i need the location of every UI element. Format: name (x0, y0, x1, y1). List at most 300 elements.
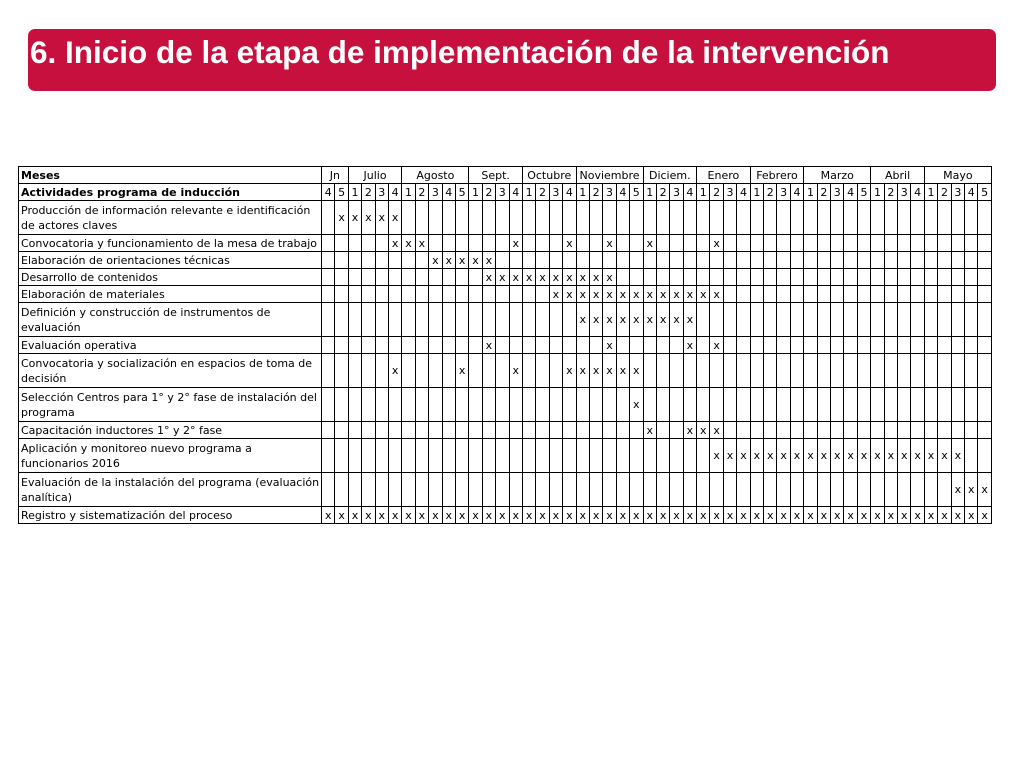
schedule-mark: x (455, 252, 468, 269)
schedule-cell (656, 473, 669, 507)
schedule-cell (469, 303, 482, 337)
schedule-cell (924, 269, 937, 286)
schedule-cell (455, 286, 468, 303)
schedule-cell (951, 269, 964, 286)
schedule-cell (455, 473, 468, 507)
schedule-cell (375, 473, 388, 507)
schedule-mark: x (616, 354, 629, 388)
schedule-cell (549, 235, 562, 252)
schedule-mark: x (857, 439, 870, 473)
schedule-cell (656, 422, 669, 439)
schedule-cell (965, 286, 978, 303)
schedule-cell (670, 354, 683, 388)
schedule-cell (804, 422, 817, 439)
schedule-cell (402, 252, 415, 269)
schedule-cell (965, 354, 978, 388)
schedule-cell (643, 252, 656, 269)
week-number: 3 (670, 184, 683, 201)
schedule-mark: x (348, 201, 361, 235)
schedule-cell (576, 337, 589, 354)
schedule-cell (737, 422, 750, 439)
schedule-cell (429, 269, 442, 286)
schedule-cell (938, 235, 951, 252)
schedule-cell (509, 303, 522, 337)
schedule-cell (576, 235, 589, 252)
schedule-mark: x (576, 507, 589, 524)
schedule-cell (723, 252, 736, 269)
schedule-cell (616, 439, 629, 473)
schedule-mark: x (965, 507, 978, 524)
schedule-cell (804, 337, 817, 354)
schedule-mark: x (482, 252, 495, 269)
schedule-cell (616, 337, 629, 354)
schedule-cell (884, 252, 897, 269)
schedule-cell (536, 286, 549, 303)
schedule-cell (415, 201, 428, 235)
months-header-label: Meses (19, 167, 322, 184)
schedule-cell (750, 473, 763, 507)
schedule-cell (616, 235, 629, 252)
schedule-cell (576, 422, 589, 439)
week-number: 1 (697, 184, 710, 201)
schedule-cell (804, 388, 817, 422)
schedule-cell (322, 252, 335, 269)
schedule-cell (857, 201, 870, 235)
schedule-cell (348, 252, 361, 269)
schedule-cell (710, 388, 723, 422)
week-number: 4 (737, 184, 750, 201)
schedule-mark: x (670, 507, 683, 524)
schedule-cell (536, 439, 549, 473)
week-number: 4 (911, 184, 924, 201)
month-header: Enero (697, 167, 751, 184)
schedule-cell (723, 201, 736, 235)
schedule-cell (857, 473, 870, 507)
schedule-mark: x (536, 269, 549, 286)
month-header: Octubre (522, 167, 576, 184)
schedule-cell (362, 439, 375, 473)
schedule-cell (415, 252, 428, 269)
week-number: 1 (576, 184, 589, 201)
schedule-cell (643, 439, 656, 473)
schedule-mark: x (630, 303, 643, 337)
schedule-cell (496, 286, 509, 303)
schedule-cell (670, 269, 683, 286)
schedule-cell (522, 388, 535, 422)
schedule-cell (737, 286, 750, 303)
schedule-cell (388, 286, 401, 303)
schedule-cell (844, 201, 857, 235)
schedule-mark: x (697, 507, 710, 524)
schedule-cell (884, 354, 897, 388)
schedule-cell (335, 286, 348, 303)
schedule-cell (670, 473, 683, 507)
schedule-cell (442, 235, 455, 252)
schedule-cell (871, 269, 884, 286)
schedule-mark: x (750, 439, 763, 473)
schedule-cell (656, 439, 669, 473)
schedule-cell (630, 422, 643, 439)
schedule-cell (549, 201, 562, 235)
schedule-mark: x (576, 286, 589, 303)
schedule-cell (764, 422, 777, 439)
schedule-cell (951, 337, 964, 354)
week-number: 2 (710, 184, 723, 201)
week-number: 5 (630, 184, 643, 201)
schedule-cell (536, 388, 549, 422)
schedule-cell (683, 388, 696, 422)
schedule-cell (978, 235, 991, 252)
schedule-cell (790, 422, 803, 439)
activity-name: Registro y sistematización del proceso (19, 507, 322, 524)
schedule-cell (844, 354, 857, 388)
schedule-cell (549, 354, 562, 388)
schedule-cell (589, 201, 602, 235)
schedule-cell (522, 286, 535, 303)
schedule-cell (362, 473, 375, 507)
schedule-cell (924, 201, 937, 235)
schedule-cell (898, 337, 911, 354)
schedule-cell (884, 473, 897, 507)
schedule-mark: x (589, 354, 602, 388)
schedule-mark: x (549, 507, 562, 524)
schedule-cell (388, 252, 401, 269)
schedule-cell (938, 286, 951, 303)
schedule-cell (482, 473, 495, 507)
schedule-cell (777, 388, 790, 422)
schedule-cell (911, 388, 924, 422)
schedule-cell (911, 337, 924, 354)
schedule-cell (978, 388, 991, 422)
schedule-cell (442, 269, 455, 286)
activity-row (19, 337, 992, 354)
schedule-cell (348, 354, 361, 388)
schedule-cell (804, 269, 817, 286)
schedule-cell (965, 201, 978, 235)
schedule-cell (817, 388, 830, 422)
schedule-cell (804, 235, 817, 252)
schedule-cell (375, 388, 388, 422)
schedule-cell (455, 422, 468, 439)
month-header: Sept. (469, 167, 523, 184)
activity-name: Capacitación inductores 1° y 2° fase (19, 422, 322, 439)
schedule-cell (737, 354, 750, 388)
activity-row (19, 473, 992, 507)
schedule-cell (697, 235, 710, 252)
schedule-cell (415, 269, 428, 286)
week-number: 4 (965, 184, 978, 201)
schedule-cell (965, 439, 978, 473)
schedule-cell (442, 337, 455, 354)
schedule-mark: x (710, 337, 723, 354)
schedule-cell (857, 337, 870, 354)
schedule-cell (750, 422, 763, 439)
schedule-cell (871, 422, 884, 439)
schedule-cell (951, 303, 964, 337)
schedule-cell (656, 252, 669, 269)
schedule-cell (978, 201, 991, 235)
schedule-cell (616, 252, 629, 269)
schedule-cell (817, 235, 830, 252)
schedule-cell (362, 388, 375, 422)
schedule-mark: x (509, 235, 522, 252)
schedule-mark: x (509, 269, 522, 286)
schedule-cell (750, 337, 763, 354)
schedule-cell (388, 388, 401, 422)
schedule-cell (898, 252, 911, 269)
schedule-cell (817, 269, 830, 286)
week-number: 3 (549, 184, 562, 201)
schedule-mark: x (335, 201, 348, 235)
schedule-cell (322, 269, 335, 286)
schedule-mark: x (616, 286, 629, 303)
schedule-cell (482, 235, 495, 252)
schedule-mark: x (683, 286, 696, 303)
schedule-cell (697, 201, 710, 235)
schedule-cell (388, 422, 401, 439)
schedule-cell (348, 473, 361, 507)
schedule-cell (777, 286, 790, 303)
schedule-mark: x (576, 303, 589, 337)
schedule-cell (817, 286, 830, 303)
schedule-cell (723, 354, 736, 388)
schedule-cell (496, 337, 509, 354)
schedule-cell (388, 337, 401, 354)
schedule-cell (402, 439, 415, 473)
schedule-cell (469, 201, 482, 235)
schedule-cell (831, 422, 844, 439)
schedule-cell (509, 422, 522, 439)
schedule-mark: x (710, 422, 723, 439)
schedule-cell (522, 439, 535, 473)
schedule-mark: x (375, 201, 388, 235)
schedule-cell (522, 422, 535, 439)
schedule-cell (790, 201, 803, 235)
schedule-cell (402, 354, 415, 388)
schedule-cell (911, 354, 924, 388)
schedule-cell (603, 422, 616, 439)
schedule-cell (589, 439, 602, 473)
schedule-cell (322, 303, 335, 337)
schedule-cell (697, 252, 710, 269)
schedule-cell (589, 235, 602, 252)
schedule-cell (898, 354, 911, 388)
schedule-cell (362, 303, 375, 337)
schedule-mark: x (723, 439, 736, 473)
schedule-cell (415, 286, 428, 303)
activity-name: Elaboración de materiales (19, 286, 322, 303)
schedule-mark: x (415, 235, 428, 252)
schedule-cell (415, 422, 428, 439)
schedule-cell (670, 235, 683, 252)
month-header: Julio (348, 167, 402, 184)
schedule-cell (630, 252, 643, 269)
schedule-mark: x (362, 201, 375, 235)
schedule-cell (804, 473, 817, 507)
schedule-cell (697, 354, 710, 388)
schedule-mark: x (549, 269, 562, 286)
schedule-cell (536, 422, 549, 439)
schedule-cell (790, 269, 803, 286)
schedule-cell (388, 439, 401, 473)
activity-row (19, 252, 992, 269)
schedule-mark: x (871, 507, 884, 524)
schedule-cell (322, 422, 335, 439)
slide-title-bar (28, 29, 996, 91)
schedule-mark: x (348, 507, 361, 524)
schedule-cell (857, 269, 870, 286)
schedule-cell (857, 286, 870, 303)
schedule-cell (348, 235, 361, 252)
schedule-cell (322, 201, 335, 235)
schedule-mark: x (750, 507, 763, 524)
schedule-cell (764, 252, 777, 269)
week-number: 3 (603, 184, 616, 201)
week-number: 4 (790, 184, 803, 201)
schedule-cell (750, 269, 763, 286)
schedule-mark: x (697, 286, 710, 303)
schedule-cell (871, 235, 884, 252)
schedule-cell (804, 201, 817, 235)
schedule-mark: x (509, 354, 522, 388)
schedule-mark: x (643, 422, 656, 439)
schedule-cell (831, 286, 844, 303)
schedule-cell (938, 303, 951, 337)
schedule-cell (750, 303, 763, 337)
schedule-cell (322, 337, 335, 354)
schedule-cell (871, 337, 884, 354)
schedule-cell (536, 235, 549, 252)
schedule-cell (951, 235, 964, 252)
schedule-mark: x (603, 235, 616, 252)
schedule-cell (898, 422, 911, 439)
schedule-cell (496, 439, 509, 473)
schedule-cell (375, 235, 388, 252)
week-number: 2 (884, 184, 897, 201)
schedule-cell (683, 269, 696, 286)
schedule-cell (737, 235, 750, 252)
schedule-cell (362, 422, 375, 439)
schedule-cell (884, 235, 897, 252)
schedule-cell (362, 337, 375, 354)
schedule-cell (737, 252, 750, 269)
schedule-cell (348, 439, 361, 473)
schedule-cell (348, 388, 361, 422)
schedule-cell (750, 286, 763, 303)
schedule-cell (764, 473, 777, 507)
schedule-cell (549, 337, 562, 354)
schedule-mark: x (911, 439, 924, 473)
schedule-cell (576, 473, 589, 507)
schedule-cell (911, 201, 924, 235)
schedule-mark: x (978, 507, 991, 524)
week-number: 3 (831, 184, 844, 201)
schedule-cell (482, 439, 495, 473)
week-number: 2 (415, 184, 428, 201)
schedule-cell (817, 201, 830, 235)
schedule-mark: x (804, 439, 817, 473)
week-number: 1 (522, 184, 535, 201)
schedule-cell (589, 252, 602, 269)
schedule-cell (335, 422, 348, 439)
schedule-cell (737, 388, 750, 422)
schedule-cell (938, 354, 951, 388)
schedule-cell (884, 286, 897, 303)
schedule-mark: x (978, 473, 991, 507)
schedule-cell (978, 422, 991, 439)
schedule-mark: x (924, 439, 937, 473)
schedule-cell (335, 388, 348, 422)
schedule-mark: x (670, 286, 683, 303)
schedule-cell (630, 269, 643, 286)
schedule-cell (496, 388, 509, 422)
schedule-cell (831, 473, 844, 507)
schedule-cell (375, 286, 388, 303)
schedule-cell (335, 354, 348, 388)
schedule-cell (563, 473, 576, 507)
schedule-cell (375, 269, 388, 286)
schedule-cell (469, 235, 482, 252)
schedule-cell (522, 337, 535, 354)
schedule-cell (455, 337, 468, 354)
schedule-mark: x (576, 269, 589, 286)
week-number: 2 (764, 184, 777, 201)
schedule-cell (442, 201, 455, 235)
schedule-cell (429, 422, 442, 439)
schedule-cell (723, 337, 736, 354)
schedule-cell (831, 388, 844, 422)
schedule-mark: x (884, 507, 897, 524)
schedule-cell (375, 337, 388, 354)
schedule-cell (442, 303, 455, 337)
schedule-cell (402, 303, 415, 337)
activity-name: Evaluación operativa (19, 337, 322, 354)
schedule-mark: x (522, 269, 535, 286)
schedule-cell (402, 201, 415, 235)
activity-name: Selección Centros para 1° y 2° fase de instalación del programa (19, 388, 322, 422)
week-number: 3 (951, 184, 964, 201)
schedule-cell (777, 252, 790, 269)
schedule-cell (924, 337, 937, 354)
schedule-cell (656, 337, 669, 354)
schedule-cell (322, 388, 335, 422)
schedule-cell (951, 286, 964, 303)
schedule-mark: x (710, 235, 723, 252)
schedule-mark: x (884, 439, 897, 473)
schedule-cell (415, 303, 428, 337)
schedule-cell (415, 439, 428, 473)
schedule-cell (924, 252, 937, 269)
schedule-cell (536, 303, 549, 337)
schedule-cell (790, 235, 803, 252)
schedule-cell (831, 354, 844, 388)
schedule-cell (924, 303, 937, 337)
schedule-cell (362, 286, 375, 303)
schedule-mark: x (563, 354, 576, 388)
schedule-cell (643, 388, 656, 422)
schedule-cell (817, 354, 830, 388)
schedule-cell (750, 235, 763, 252)
schedule-mark: x (388, 235, 401, 252)
schedule-cell (670, 252, 683, 269)
schedule-cell (750, 201, 763, 235)
schedule-mark: x (683, 337, 696, 354)
schedule-cell (455, 439, 468, 473)
schedule-mark: x (429, 252, 442, 269)
schedule-cell (522, 473, 535, 507)
schedule-cell (536, 252, 549, 269)
schedule-mark: x (536, 507, 549, 524)
